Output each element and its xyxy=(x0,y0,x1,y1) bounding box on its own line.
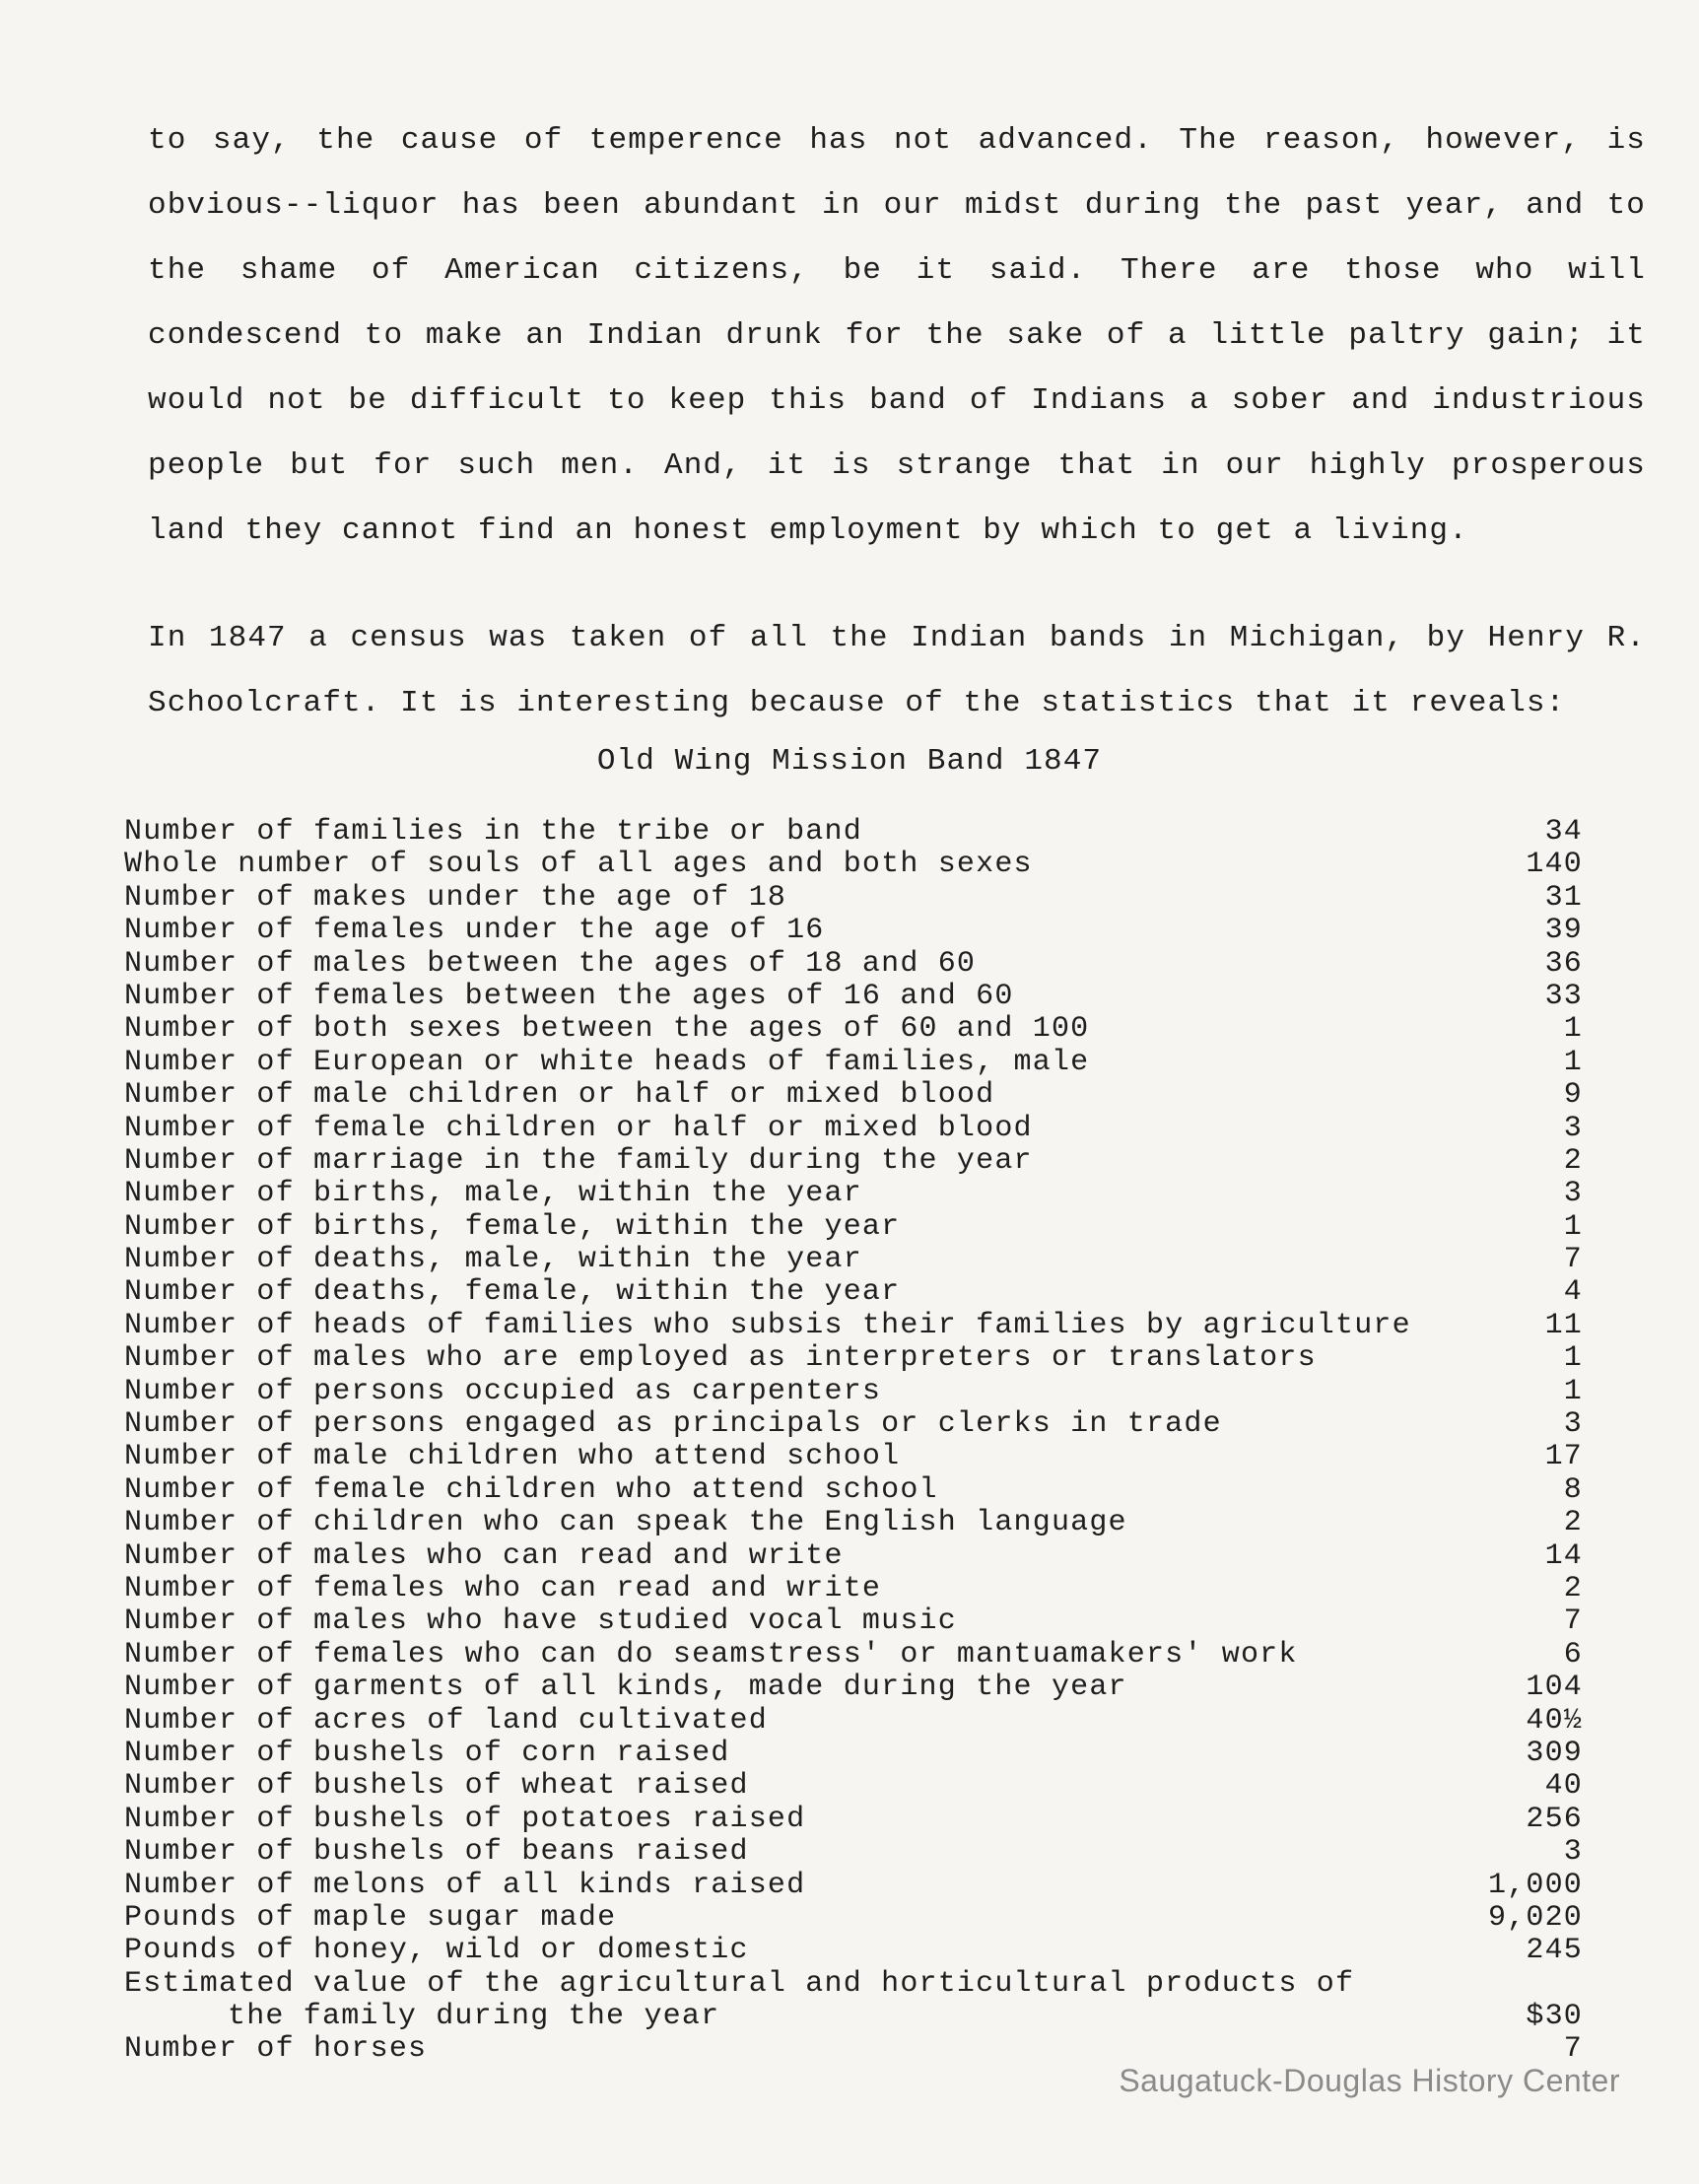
row-label: Number of acres of land cultivated xyxy=(124,1703,768,1738)
row-label: Number of makes under the age of 18 xyxy=(124,880,787,915)
row-label: Number of births, female, within the year xyxy=(124,1209,901,1244)
row-value: 256 xyxy=(1526,1802,1583,1836)
row-value: 140 xyxy=(1526,848,1583,882)
table-row xyxy=(124,1540,1583,1573)
row-value: 34 xyxy=(1544,815,1583,849)
row-label: Number of males who can read and write xyxy=(124,1538,844,1573)
table-row-wrapped xyxy=(124,1968,1583,2034)
row-label: Number of females under the age of 16 xyxy=(124,914,825,948)
row-label: Whole number of souls of all ages and both sexes xyxy=(124,848,1033,882)
table-row xyxy=(124,1738,1583,1770)
row-label: Number of horses xyxy=(124,2032,428,2067)
row-value: 2 xyxy=(1563,1506,1583,1540)
row-value: 7 xyxy=(1563,2032,1583,2067)
row-value: 40½ xyxy=(1526,1703,1583,1738)
table-row xyxy=(124,1211,1583,1244)
row-label: Number of garments of all kinds, made during the year xyxy=(124,1671,1127,1705)
row-label-line2: the family during the year xyxy=(228,2000,720,2034)
table-row xyxy=(124,1244,1583,1276)
table-row xyxy=(124,948,1583,981)
table-row xyxy=(124,1507,1583,1539)
row-label: Number of male children or half or mixed blood xyxy=(124,1078,995,1113)
row-label: Number of European or white heads of families, male xyxy=(124,1045,1090,1079)
row-label: Number of males who have studied vocal music xyxy=(124,1604,957,1639)
row-value: 309 xyxy=(1526,1736,1583,1770)
table-row xyxy=(124,2033,1583,2066)
table-row xyxy=(124,1474,1583,1507)
table-row xyxy=(124,1310,1583,1342)
row-label: Number of males between the ages of 18 and 60 xyxy=(124,946,977,981)
row-value: 2 xyxy=(1563,1143,1583,1178)
row-label xyxy=(124,1968,1445,2034)
table-row xyxy=(124,1770,1583,1803)
row-label: Number of bushels of corn raised xyxy=(124,1736,730,1770)
row-value: 3 xyxy=(1563,1111,1583,1145)
table-row xyxy=(124,1178,1583,1210)
table-row xyxy=(124,1145,1583,1178)
row-label: Number of female children who attend school xyxy=(124,1472,938,1507)
watermark: Saugatuck-Douglas History Center xyxy=(1119,2063,1620,2098)
table-row xyxy=(124,882,1583,915)
row-value: 4 xyxy=(1563,1275,1583,1310)
row-label: Number of deaths, female, within the year xyxy=(124,1275,901,1310)
row-label: Number of children who can speak the English language xyxy=(124,1506,1127,1540)
table-row xyxy=(124,1113,1583,1145)
row-label: Number of persons engaged as principals or clerks in trade xyxy=(124,1407,1222,1442)
row-value: 36 xyxy=(1544,946,1583,981)
row-value: $30 xyxy=(1526,2000,1583,2034)
table-row xyxy=(124,1573,1583,1605)
row-label: Number of families in the tribe or band xyxy=(124,815,862,849)
row-label: Pounds of maple sugar made xyxy=(124,1900,617,1935)
table-row xyxy=(124,1376,1583,1408)
table-row xyxy=(124,1342,1583,1375)
table-row xyxy=(124,1276,1583,1309)
table-row xyxy=(124,1902,1583,1935)
row-label: Pounds of honey, wild or domestic xyxy=(124,1934,749,1968)
row-value: 1 xyxy=(1563,1341,1583,1376)
row-label: Number of marriage in the family during the year xyxy=(124,1143,1033,1178)
row-value: 3 xyxy=(1563,1835,1583,1870)
table-row xyxy=(124,1804,1583,1836)
table-row xyxy=(124,1705,1583,1738)
row-value: 14 xyxy=(1544,1538,1583,1573)
row-value: 245 xyxy=(1526,1934,1583,1968)
row-label: Number of heads of families who subsis their families by agriculture xyxy=(124,1308,1411,1342)
row-value: 1 xyxy=(1563,1374,1583,1408)
intro-paragraph: to say, the cause of temperence has not advanced. The reason, however, is obvious--liquor has been abundant in our midst during the past year, and to the shame of American citizens, be it said. There are those who will condescend to make an Indian drunk for the sake of a little paltry gain; it would not be difficult to keep this band of Indians a sober and industrious people but for such men. And, it is strange that in our highly prosperous land they cannot find an honest employment by which to get a living. xyxy=(148,123,1646,548)
row-value: 40 xyxy=(1544,1769,1583,1804)
row-value: 1 xyxy=(1563,1012,1583,1047)
table-row xyxy=(124,1079,1583,1112)
row-value: 3 xyxy=(1563,1407,1583,1442)
row-label: Number of female children or half or mixed blood xyxy=(124,1111,1033,1145)
row-label: Number of females who can read and write xyxy=(124,1571,882,1605)
row-label: Number of male children who attend school xyxy=(124,1440,901,1474)
table-row xyxy=(124,1605,1583,1638)
row-value: 1,000 xyxy=(1487,1868,1583,1902)
table-row xyxy=(124,1836,1583,1869)
row-label: Number of females who can do seamstress' or mantuamakers' work xyxy=(124,1637,1298,1672)
table-row xyxy=(124,1441,1583,1473)
row-value: 31 xyxy=(1544,880,1583,915)
row-value: 9 xyxy=(1563,1078,1583,1113)
table-row xyxy=(124,1672,1583,1704)
table-row xyxy=(124,816,1583,849)
row-value: 7 xyxy=(1563,1604,1583,1639)
row-label: Number of bushels of wheat raised xyxy=(124,1769,749,1804)
row-label: Number of melons of all kinds raised xyxy=(124,1868,806,1902)
row-label: Number of deaths, male, within the year xyxy=(124,1243,862,1277)
row-label: Number of males who are employed as interpreters or translators xyxy=(124,1341,1317,1376)
table-row xyxy=(124,1870,1583,1902)
row-value: 3 xyxy=(1563,1177,1583,1211)
row-label: Number of bushels of potatoes raised xyxy=(124,1802,806,1836)
row-label: Number of bushels of beans raised xyxy=(124,1835,749,1870)
row-value: 7 xyxy=(1563,1243,1583,1277)
table-row xyxy=(124,1047,1583,1079)
row-value: 1 xyxy=(1563,1045,1583,1079)
table-row xyxy=(124,981,1583,1013)
row-value: 2 xyxy=(1563,1571,1583,1605)
row-value: 1 xyxy=(1563,1209,1583,1244)
table-row xyxy=(124,915,1583,947)
row-label-line1: Estimated value of the agricultural and horticultural products of xyxy=(124,1966,1355,2001)
row-value: 33 xyxy=(1544,979,1583,1013)
table-row xyxy=(124,1013,1583,1046)
row-value: 104 xyxy=(1526,1671,1583,1705)
row-label: Number of births, male, within the year xyxy=(124,1177,862,1211)
row-value: 39 xyxy=(1544,914,1583,948)
table-row xyxy=(124,849,1583,881)
census-paragraph: In 1847 a census was taken of all the Indian bands in Michigan, by Henry R. Schoolcraft. It is interesting because of the statistics that it reveals: xyxy=(148,621,1646,720)
row-value: 9,020 xyxy=(1487,1900,1583,1935)
row-value: 17 xyxy=(1544,1440,1583,1474)
row-label: Number of females between the ages of 16 and 60 xyxy=(124,979,1014,1013)
row-value: 11 xyxy=(1544,1308,1583,1342)
row-label: Number of persons occupied as carpenters xyxy=(124,1374,882,1408)
row-label: Number of both sexes between the ages of 60 and 100 xyxy=(124,1012,1090,1047)
table-row xyxy=(124,1639,1583,1672)
row-value: 6 xyxy=(1563,1637,1583,1672)
table-title: Old Wing Mission Band 1847 xyxy=(596,744,1103,779)
table-row xyxy=(124,1408,1583,1441)
table-row xyxy=(124,1935,1583,1967)
census-table xyxy=(124,816,1583,2067)
row-value: 8 xyxy=(1563,1472,1583,1507)
